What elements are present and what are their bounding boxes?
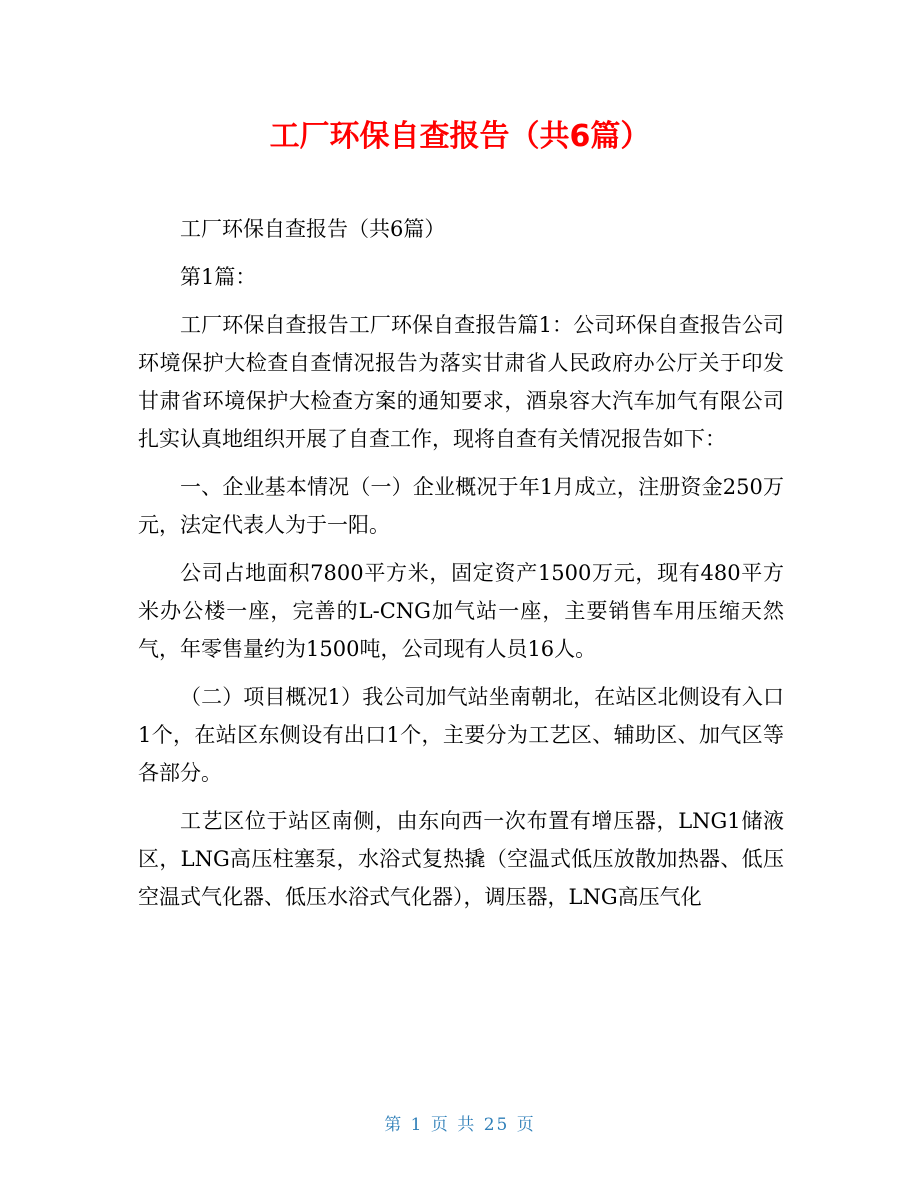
- page-footer: 第 1 页 共 25 页: [384, 1115, 536, 1135]
- document-body: [138, 210, 784, 926]
- paragraph-3: 工厂环保自查报告工厂环保自查报告篇1：公司环保自查报告公司环境保护大检查自查情况报告为落实甘肃省人民政府办公厅关于印发甘肃省环境保护大检查方案的通知要求，酒泉容大汽车加气有限公司扎实认真地组织开展了自查工作，现将自查有关情况报告如下：: [138, 313, 784, 451]
- paragraph-1: 工厂环保自查报告（共6篇）: [180, 217, 446, 241]
- paragraph-4: 一、企业基本情况（一）企业概况于年1月成立，注册资金250万元，法定代表人为于一阳。: [138, 475, 784, 537]
- paragraph-2: 第1篇：: [180, 265, 257, 289]
- paragraph-7: 工艺区位于站区南侧，由东向西一次布置有增压器，LNG1储液区，LNG高压柱塞泵，水浴式复热撬（空温式低压放散加热器、低压空温式气化器、低压水浴式气化器），调压器，LNG高压气化: [138, 809, 784, 909]
- document-title: 工厂环保自查报告（共6篇）: [269, 119, 651, 154]
- paragraph-6: （二）项目概况1）我公司加气站坐南朝北，在站区北侧设有入口1个，在站区东侧设有出口1个，主要分为工艺区、辅助区、加气区等各部分。: [138, 685, 784, 785]
- paragraph-5: 公司占地面积7800平方米，固定资产1500万元，现有480平方米办公楼一座，完善的L-CNG加气站一座，主要销售车用压缩天然气，年零售量约为1500吨，公司现有人员16人。: [138, 561, 784, 661]
